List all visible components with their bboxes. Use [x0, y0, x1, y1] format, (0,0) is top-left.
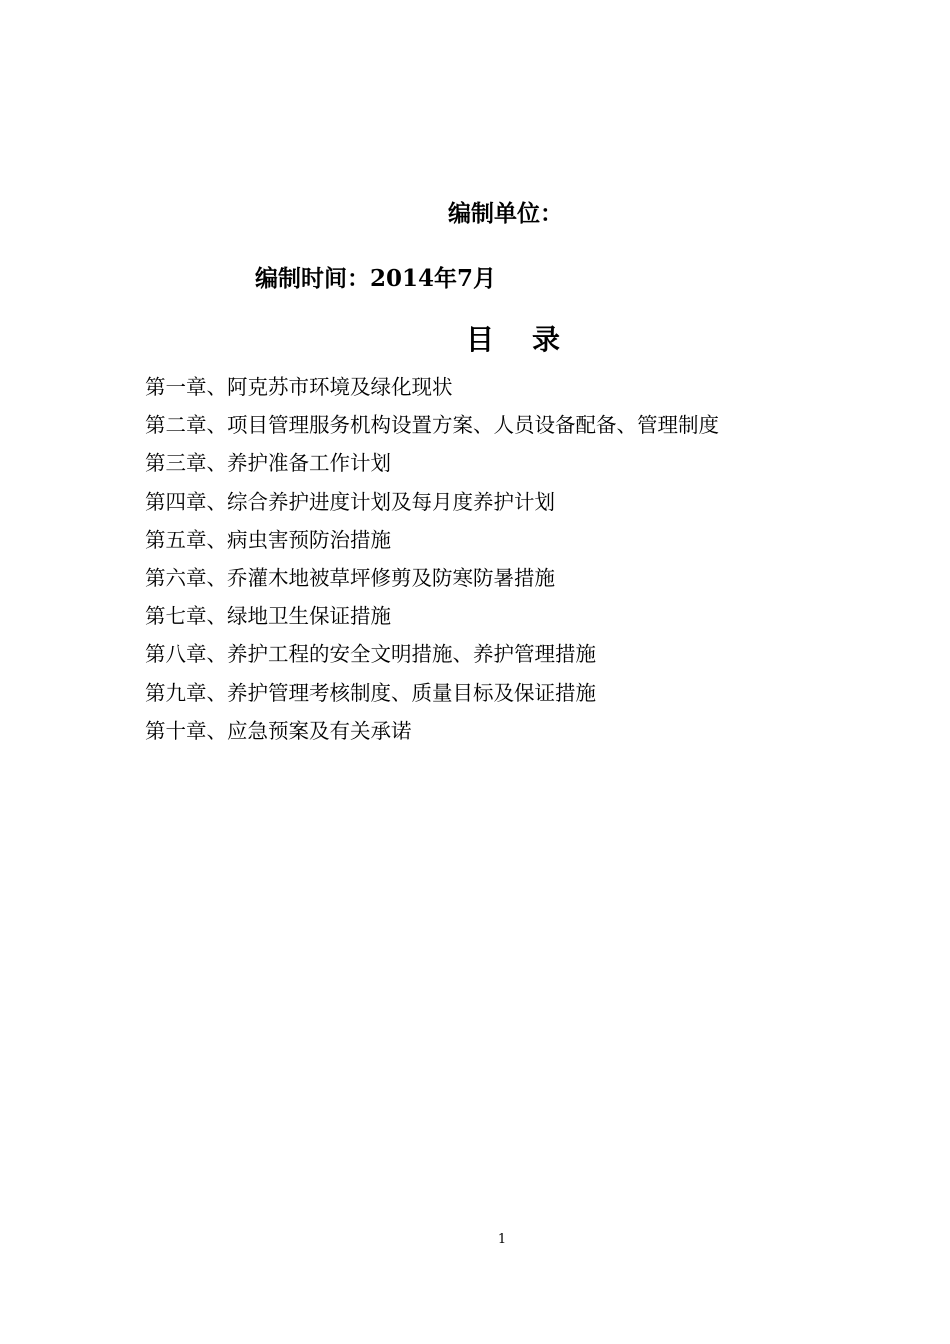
toc-item-chapter-9: 第九章、养护管理考核制度、质量目标及保证措施: [145, 680, 596, 705]
toc-item-chapter-3: 第三章、养护准备工作计划: [145, 451, 391, 476]
toc-list: [145, 370, 719, 752]
toc-item-chapter-4: 第四章、综合养护进度计划及每月度养护计划: [145, 489, 555, 514]
toc-item-chapter-1: 第一章、阿克苏市环境及绿化现状: [145, 375, 453, 399]
toc-item-chapter-2: 第二章、项目管理服务机构设置方案、人员设备配备、管理制度: [145, 413, 719, 438]
toc-title: 目录: [466, 323, 599, 356]
toc-item-chapter-5: 第五章、病虫害预防治措施: [145, 527, 391, 552]
toc-item-chapter-7: 第七章、绿地卫生保证措施: [145, 604, 391, 629]
toc-item-chapter-10: 第十章、应急预案及有关承诺: [145, 718, 412, 743]
page-number: 1: [497, 1232, 507, 1247]
toc-item-chapter-6: 第六章、乔灌木地被草坪修剪及防寒防暑措施: [145, 565, 555, 590]
compiling-date-label: 编制时间：2014年7月: [255, 265, 497, 292]
compiling-unit-label: 编制单位：: [448, 200, 563, 227]
toc-item-chapter-8: 第八章、养护工程的安全文明措施、养护管理措施: [145, 642, 596, 667]
